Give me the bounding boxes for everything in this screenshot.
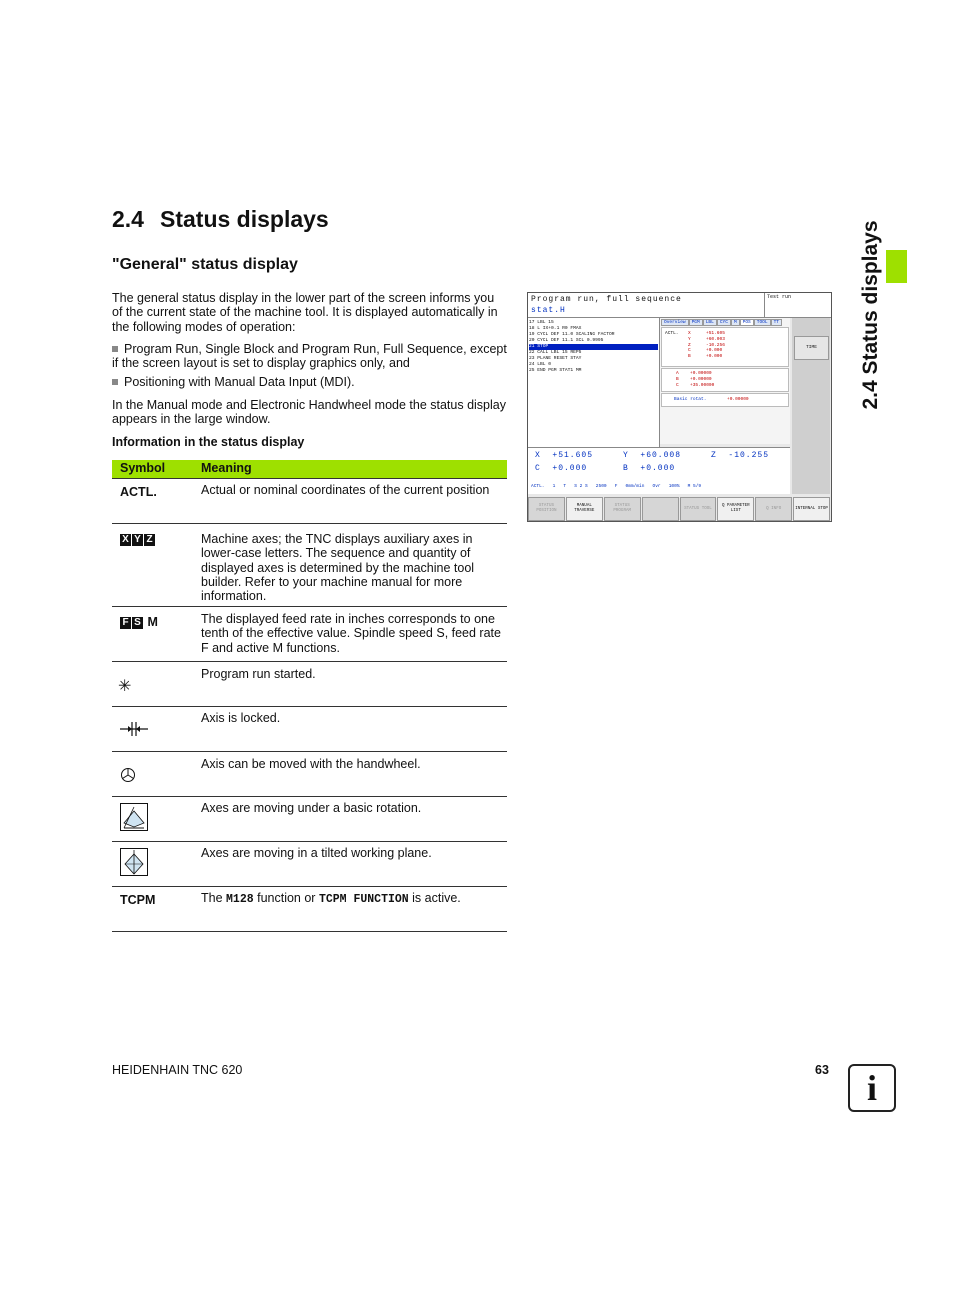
axis-value: Z -10.256: [688, 342, 725, 348]
meaning: The M128 function or TCPM FUNCTION is active.: [201, 891, 461, 906]
mode-header: Program run, full sequence stat.H: [528, 293, 764, 318]
status-tab[interactable]: Overview: [661, 319, 689, 326]
status-tab[interactable]: LBL: [703, 319, 717, 326]
softkey[interactable]: STATUS PROGRAM: [604, 497, 641, 521]
axis-value: X +51.605: [688, 331, 725, 336]
status-tab[interactable]: CYC: [717, 319, 731, 326]
program-started-icon: ✳: [118, 678, 132, 695]
status-symbol-table: [112, 460, 507, 932]
axis-value: C +0.000: [688, 348, 723, 354]
status-panel: Overview PGM LBL CYC M POS TOOL TT ACTL. X +51.605 Y +60.003 Z -10.256 C +0.000 B +0.000 A +0.00000 B +0.00000 C +35.00000 Basic rotat. +0.00000: [660, 318, 790, 444]
program-line: 24 LBL 0: [529, 362, 552, 367]
col-meaning: Meaning: [201, 461, 252, 475]
axis-value: B +0.00000: [676, 376, 712, 382]
subsection-title: "General" status display: [112, 256, 298, 273]
position-value: Z -10.255: [711, 451, 770, 460]
meaning: Axis can be moved with the handwheel.: [201, 757, 421, 771]
program-line: 25 END PGM STAT1 MM: [529, 368, 582, 373]
axis-value: C +35.00000: [676, 382, 715, 388]
program-line: 19 CYCL DEF 11.0 SCALING FACTOR: [529, 332, 615, 337]
footer-product: HEIDENHAIN TNC 620: [112, 1063, 243, 1077]
table-row: [112, 707, 507, 752]
symbol-tcpm: TCPM: [120, 893, 156, 907]
softkey[interactable]: [642, 497, 679, 521]
meaning: Machine axes; the TNC displays auxiliary axes in lower-case letters. The sequence and quantity of displayed axes is determined by the machine tool builder. Refer to your machine manual for more information.: [201, 532, 475, 604]
chapter-tab: [886, 250, 907, 283]
program-line: 22 CALL LBL 15 REP5: [529, 350, 582, 355]
col-symbol: Symbol: [120, 461, 166, 475]
axes-keys-icon: X Y Z: [120, 532, 156, 546]
meaning: Actual or nominal coordinates of the current position: [201, 483, 490, 497]
position-value: B +0.000: [623, 464, 676, 473]
list-item: Program Run, Single Block and Program Run, Full Sequence, except if the screen layout is set to display graphics only, and: [112, 342, 507, 371]
section-title: 2.4 Status displays: [112, 206, 329, 232]
table-row: [112, 479, 507, 524]
softkey[interactable]: STATUS POSITION: [528, 497, 565, 521]
symbol-actl: ACTL.: [120, 485, 157, 499]
program-line: 18 L IX+0.1 R0 FMAX: [529, 326, 582, 331]
program-line: 23 PLANE RESET STAY: [529, 356, 582, 361]
program-line: 21 STOP: [529, 344, 658, 350]
table-row: [112, 887, 507, 932]
meaning: Axis is locked.: [201, 711, 281, 725]
list-item: Positioning with Manual Data Input (MDI).: [112, 375, 508, 389]
softkey[interactable]: Q INFO: [755, 497, 792, 521]
feed-spindle-icon: F S M: [120, 615, 158, 629]
secondary-mode: Test run: [764, 293, 831, 318]
axis-value: B +0.000: [688, 354, 723, 360]
table-row: [112, 842, 507, 887]
page-number: 63: [815, 1063, 829, 1077]
info-heading: Information in the status display: [112, 435, 305, 449]
position-display: X +51.605 Y +60.008 Z -10.255 C +0.000 B +0.000 ACTL. 1 T S 2 S 2500 F 0mm/min Ovr 100% M 5/9: [528, 447, 790, 494]
table-row: [112, 752, 507, 797]
softkey[interactable]: Q PARAMETER LIST: [717, 497, 754, 521]
position-value: C +0.000: [535, 464, 588, 473]
softkey[interactable]: STATUS TOOL: [680, 497, 717, 521]
status-tab[interactable]: PGM: [689, 319, 703, 326]
tnc-screenshot: [527, 292, 832, 522]
table-row: [112, 607, 507, 662]
program-line: 20 CYCL DEF 11.1 SCL 0.9995: [529, 338, 604, 343]
position-value: X +51.605: [535, 451, 594, 460]
position-value: Y +60.008: [623, 451, 682, 460]
status-tab[interactable]: M: [731, 319, 740, 326]
paragraph: In the Manual mode and Electronic Handwheel mode the status display appears in the large window.: [112, 398, 506, 427]
table-row: [112, 662, 507, 707]
meaning: Axes are moving in a tilted working plane.: [201, 846, 432, 860]
table-row: [112, 797, 507, 842]
intro-paragraph: The general status display in the lower part of the screen informs you of the current state of the machine tool. It is displayed automatically in the following modes of operation:: [112, 291, 498, 334]
axis-value: Y +60.003: [688, 336, 725, 342]
handwheel-icon: [120, 767, 136, 786]
softkey-row[interactable]: [528, 497, 831, 521]
tilted-plane-icon: [120, 848, 148, 879]
time-softkey[interactable]: TIME: [794, 336, 829, 360]
side-title: 2.4 Status displays: [859, 220, 882, 410]
program-line: 17 LBL 15: [529, 320, 554, 325]
vertical-softkeys[interactable]: [792, 318, 830, 494]
status-tab[interactable]: POS: [740, 319, 754, 326]
status-tab[interactable]: TOOL: [754, 319, 771, 326]
axis-locked-icon: [120, 721, 148, 740]
meaning: Axes are moving under a basic rotation.: [201, 801, 422, 815]
meaning: The displayed feed rate in inches corresponds to one tenth of the effective value. Spindle speed S, feed rate F and active M functions.: [201, 612, 501, 655]
softkey[interactable]: MANUAL TRAVERSE: [566, 497, 603, 521]
table-row: [112, 524, 507, 607]
status-tab[interactable]: TT: [771, 319, 782, 326]
basic-rotation-icon: [120, 803, 148, 834]
table-header: [112, 460, 507, 478]
meaning: Program run started.: [201, 667, 316, 681]
info-icon: i: [848, 1064, 896, 1112]
program-window: [528, 318, 660, 447]
softkey[interactable]: INTERNAL STOP: [793, 497, 830, 521]
axis-value: A +0.00000: [676, 371, 712, 376]
